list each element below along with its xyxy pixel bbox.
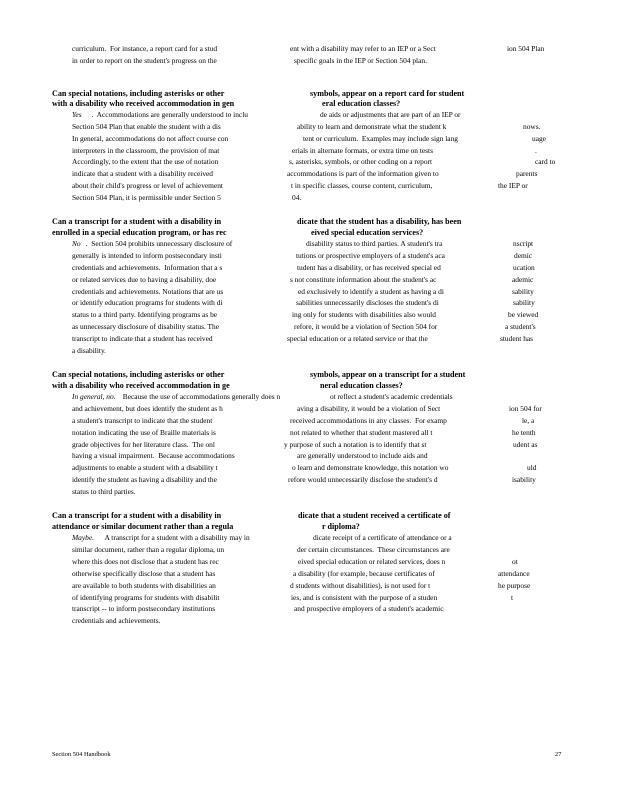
section-4-question-line-2-b: r diploma? xyxy=(322,522,360,531)
section-3-body-7-c: uld xyxy=(527,463,537,472)
section-1-body-6-c: parents xyxy=(516,169,538,178)
section-2-question-line-2-a: enrolled in a special education program, or has rec xyxy=(52,228,227,237)
section-2-body-7-c: be viewed xyxy=(508,310,539,319)
section-1-body-6-b: accommodations is part of the information given to xyxy=(287,169,439,178)
section-2-body-4-b: s not constitute information about the student's ac xyxy=(290,275,437,284)
section-4-body-3-a: where this does not disclose that a student has rec xyxy=(72,557,219,566)
section-3-body-4-a: notation indicating the use of Braille materials is xyxy=(72,428,216,437)
section-3-body-7-a: adjustments to enable a student with a disability t xyxy=(72,463,218,472)
section-4-body-4-b: a disability (for example, because certificates of xyxy=(293,569,435,578)
section-1-body-5-a: Accordingly, to the extent that the use of notation xyxy=(72,157,219,166)
section-2-body-9-b: special education or a related service or that the xyxy=(287,334,428,343)
section-3-body-5-a: grade objectives for her literature class. The onl xyxy=(72,440,215,449)
section-1-body-5-b: s, asterisks, symbols, or other coding on a report xyxy=(289,157,433,166)
section-4-body-3-c: ot xyxy=(512,557,518,566)
section-1-body-6-a: indicate that a student with a disability received xyxy=(72,169,213,178)
section-2-body-3-c: ucation xyxy=(513,263,535,272)
section-3-body-8-a: identify the student as having a disability and the xyxy=(72,475,217,484)
section-3-body-5-b: y purpose of such a notation is to identify that st xyxy=(284,440,427,449)
section-4-question-line-2-a: attendance or similar document rather than a regula xyxy=(52,522,234,531)
section-2-question-line-1-a: Can a transcript for a student with a disability in xyxy=(52,217,222,226)
section-1-question-line-1-a: Can special notations, including asterisks or other xyxy=(52,89,225,98)
section-2-body-8-b: refore, it would be a violation of Section 504 for xyxy=(294,322,438,331)
section-1-body-2-c: nows. xyxy=(523,122,541,131)
section-2-body-9-c: student has xyxy=(500,334,534,343)
section-1-body-4-c: . xyxy=(535,146,537,155)
section-1-body-3-c: uage xyxy=(532,134,546,143)
section-3-body-9-a: status to third parties. xyxy=(72,487,136,496)
section-3-body-3-b: received accommodations in any classes. For examp xyxy=(290,416,447,425)
section-2-body-7-b: ing only for students with disabilities also would xyxy=(292,310,436,319)
section-3-body-3-a: a student's transcript to indicate that the student xyxy=(72,416,213,425)
section-2-answer-word: No xyxy=(72,239,81,248)
section-1-body-1-b: de aids or adjustments that are part of an IEP or xyxy=(320,110,461,119)
section-2-body-6-b: sabilities unnecessarily discloses the student's di xyxy=(296,298,439,307)
section-1-body-5-c: card to xyxy=(535,157,556,166)
section-1-answer-word: Yes xyxy=(72,110,82,119)
footer-handbook-title: Section 504 Handbook xyxy=(52,751,111,758)
section-4-body-4-c: attendance xyxy=(498,569,530,578)
section-4-body-4-a: otherwise specifically disclose that a student has xyxy=(72,569,216,578)
section-4-body-7-b: and prospective employers of a student's academic xyxy=(294,604,444,613)
section-3-body-6-b: are generally understood to include aids and xyxy=(297,451,428,460)
section-1-body-2-a: Section 504 Plan that enable the student with a dis xyxy=(72,122,221,131)
section-1-body-2-b: ability to learn and demonstrate what the student k xyxy=(297,122,447,131)
section-2-body-6-c: sability xyxy=(513,298,535,307)
section-2-body-4-a: or related services due to having a disability, doe xyxy=(72,275,217,284)
section-3-body-8-c: isability xyxy=(512,475,536,484)
section-4-body-7-a: transcript -- to inform postsecondary institutions xyxy=(72,604,216,613)
section-4-body-6-b: ies, and is consistent with the purpose of a studen xyxy=(291,593,438,602)
section-1-body-8-a: Section 504 Plan, it is permissible under Section 5 xyxy=(72,193,221,202)
section-1-body-3-b: tent or curriculum. Examples may include sign lang xyxy=(303,134,458,143)
section-2-body-1-c: nscript xyxy=(513,239,534,248)
section-3-body-2-b: aving a disability, it would be a violation of Sect xyxy=(297,404,441,413)
section-2-body-10-a: a disability. xyxy=(72,346,107,355)
intro-line-2-col-a: in order to report on the student's progress on the xyxy=(72,56,217,65)
section-2-question-line-1-b: dicate that the student has a disability, has been xyxy=(297,217,462,226)
section-3-body-2-a: and achievement, but does identify the student as h xyxy=(72,404,223,413)
section-3-body-4-b: not related to whether that student mastered all t xyxy=(290,428,433,437)
section-3-body-4-c: he tenth xyxy=(512,428,536,437)
section-2-body-8-a: as unnecessary disclosure of disability status. The xyxy=(72,322,220,331)
section-2-body-8-c: a student's xyxy=(505,322,536,331)
intro-line-1-col-a: curriculum. For instance, a report card for a stud xyxy=(72,44,218,53)
section-4-body-1-b: dicate receipt of a certificate of attendance or a xyxy=(313,533,452,542)
section-4-body-8-a: credentials and achievements. xyxy=(72,616,161,625)
section-4-body-2-a: similar document, rather than a regular diploma, un xyxy=(72,545,225,554)
section-2-body-2-a: generally is intended to inform postsecondary insti xyxy=(72,251,222,260)
section-4-body-5-c: he purpose xyxy=(498,581,531,590)
intro-line-2-col-b: specific goals in the IEP or Section 504 plan. xyxy=(294,56,427,65)
section-2-body-2-c: demic xyxy=(514,251,533,260)
section-4-body-1-a: A transcript for a student with a disability may in xyxy=(92,533,250,542)
section-4-question-line-1-a: Can a transcript for a student with a disability in xyxy=(52,511,222,520)
section-4-body-3-b: eived special education or related services, does n xyxy=(298,557,446,566)
section-1-body-4-a: interpreters in the classroom, the provision of mat xyxy=(72,146,220,155)
section-2-body-4-c: ademic xyxy=(512,275,534,284)
section-2-body-5-c: sability xyxy=(512,287,534,296)
section-1-question-line-2-b: eral education classes? xyxy=(322,99,401,108)
section-3-body-8-b: refore would unnecessarily disclose the student's d xyxy=(288,475,438,484)
section-4-body-6-c: t xyxy=(511,593,514,602)
section-1-body-7-b: t in specific classes, course content, curriculum, xyxy=(291,181,433,190)
section-3-body-5-c: udent as xyxy=(513,440,538,449)
footer-page-number: 27 xyxy=(555,751,562,758)
section-4-body-6-a: of identifying programs for students with disabilit xyxy=(72,593,220,602)
section-3-body-7-b: o learn and demonstrate knowledge, this notation wo xyxy=(292,463,449,472)
section-1-body-4-b: erials in alternate formats, or extra time on tests xyxy=(292,146,433,155)
section-1-body-7-a: about their child's progress or level of achievement xyxy=(72,181,223,190)
section-3-question-line-1-b: symbols, appear on a transcript for a student xyxy=(310,370,466,379)
section-3-body-6-a: having a visual impairment. Because accommodations xyxy=(72,451,235,460)
section-3-question-line-2-b: neral education classes? xyxy=(320,381,403,390)
section-2-body-2-b: tutions or prospective employers of a student's aca xyxy=(296,251,445,260)
section-2-body-5-b: ed exclusively to identify a student as having a di xyxy=(298,287,444,296)
section-3-body-1-a: Because the use of accommodations generally does n xyxy=(108,392,281,401)
section-1-body-3-a: In general, accommodations do not affect course con xyxy=(72,134,229,143)
section-2-body-6-a: or identify education programs for students with di xyxy=(72,298,223,307)
section-3-question-line-1-a: Can special notations, including asterisks or other xyxy=(52,370,225,379)
section-4-body-2-b: der certain circumstances. These circumstances are xyxy=(297,545,450,554)
section-3-question-line-2-a: with a disability who received accommodation in ge xyxy=(52,381,230,390)
section-3-body-2-c: ion 504 for xyxy=(509,404,542,413)
section-1-question-line-1-b: symbols, appear on a report card for student xyxy=(310,89,465,98)
intro-line-1-col-b: ent with a disability may refer to an IEP or a Sect xyxy=(290,44,436,53)
section-1-question-line-2-a: with a disability who received accommodation in gen xyxy=(52,99,235,108)
intro-line-1-col-c: ion 504 Plan xyxy=(507,44,545,53)
section-3-body-3-c: le, a xyxy=(522,416,535,425)
section-2-body-3-a: credentials and achievements. Information that a s xyxy=(72,263,223,272)
section-2-body-1-a: . Section 504 prohibits unnecessary disclosure of xyxy=(82,239,233,248)
section-2-body-5-a: credentials and achievements. Notations that are us xyxy=(72,287,224,296)
section-2-question-line-2-b: eived special education services? xyxy=(311,228,424,237)
section-4-question-line-1-b: dicate that a student received a certificate of xyxy=(298,511,451,520)
section-4-answer-word: Maybe. xyxy=(72,533,94,542)
section-2-body-7-a: status to a third party. Identifying programs as be xyxy=(72,310,218,319)
section-1-body-8-b: 04. xyxy=(292,193,302,202)
section-3-answer-word: In general, no. xyxy=(72,392,116,401)
section-4-body-5-b: d students without disabilities), is not used for t xyxy=(290,581,431,590)
section-2-body-1-b: disability status to third parties. A student's tra xyxy=(306,239,443,248)
section-2-body-9-a: transcript to indicate that a student has received xyxy=(72,334,213,343)
section-2-body-3-b: tudent has a disability, or has received special ed xyxy=(297,263,441,272)
section-1-body-7-c: the IEP or xyxy=(498,181,528,190)
section-3-body-1-b: ot reflect a student's academic credentials xyxy=(330,392,453,401)
section-4-body-5-a: are available to both students with disabilities an xyxy=(72,581,216,590)
section-1-body-1-a: . Accommodations are generally understood to inclu xyxy=(86,110,248,119)
